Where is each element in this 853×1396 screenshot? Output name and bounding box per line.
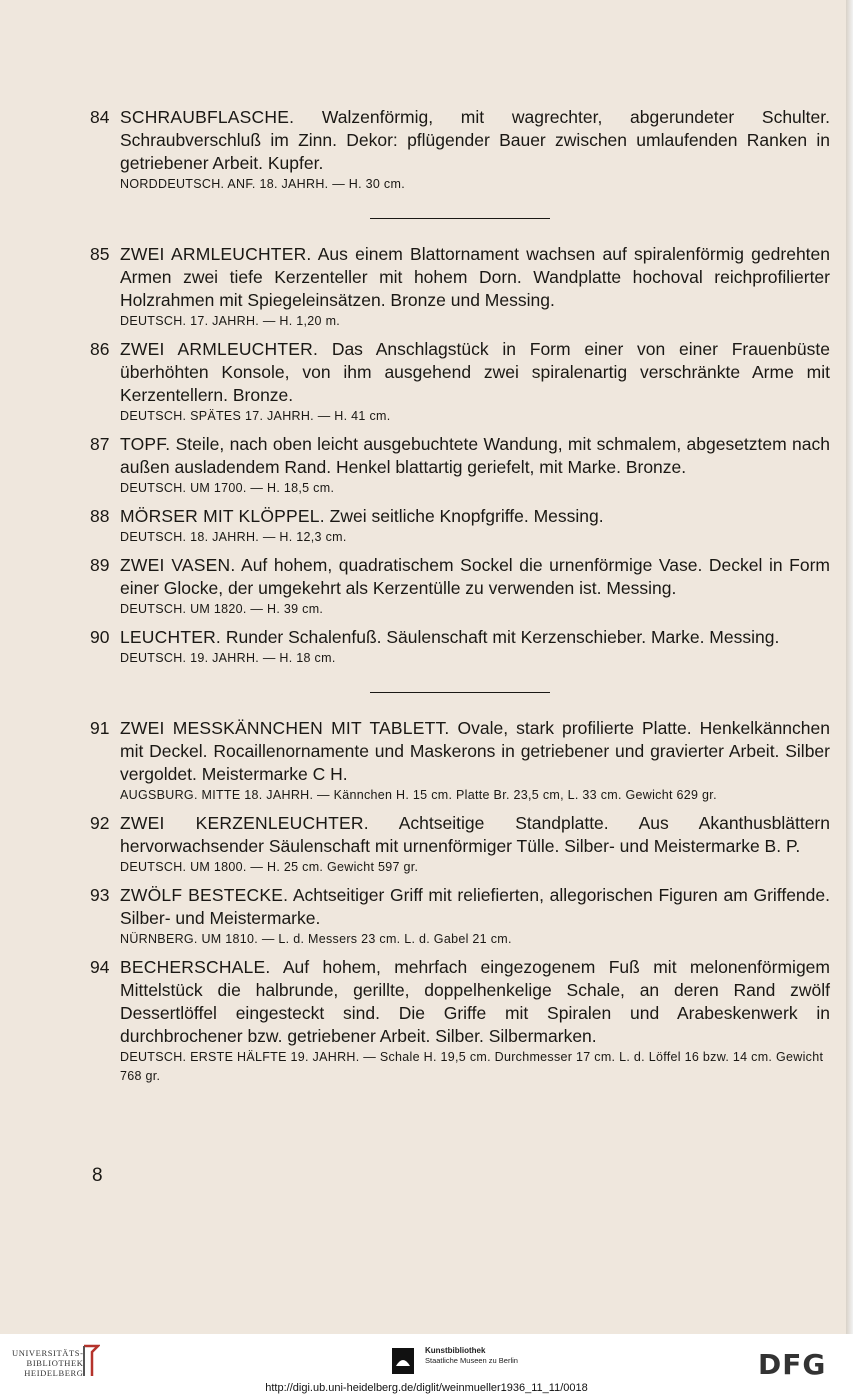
entry-provenance: DEUTSCH. 19. JAHRH. — H. 18 cm. [120, 651, 336, 665]
entry-number: 93 [90, 885, 110, 905]
section-separator [370, 218, 550, 219]
entry-text: Walzenförmig, mit wagrechter, abgerundeter Schulter. Schraubverschluß im Zinn. Dekor: pflügender Bauer zwischen umlaufenden Ranken in getriebener Arbeit. Kupfer. [120, 107, 830, 173]
kunstbibliothek-logo-icon [392, 1348, 414, 1374]
entry-title: ZWEI MESSKÄNNCHEN MIT TABLETT. [120, 718, 450, 738]
catalog-entry [90, 812, 830, 877]
entry-number: 92 [90, 813, 110, 833]
entry-group [90, 717, 830, 1086]
entry-title: ZWEI KERZENLEUCHTER. [120, 813, 369, 833]
entry-provenance: DEUTSCH. 18. JAHRH. — H. 12,3 cm. [120, 530, 347, 544]
catalog-entry [90, 243, 830, 331]
entry-description [120, 338, 830, 407]
catalog-entry [90, 717, 830, 805]
kunstbibliothek-label: Kunstbibliothek Staatliche Museen zu Berlin [425, 1346, 518, 1365]
entry-title: TOPF. [120, 434, 171, 454]
page-edge [846, 0, 853, 1334]
entries-container [90, 106, 830, 1086]
entry-title: ZWEI ARMLEUCHTER. [120, 339, 319, 359]
catalog-entry [90, 554, 830, 619]
entry-number: 94 [90, 957, 110, 977]
entry-description [120, 554, 830, 600]
entry-description [120, 717, 830, 786]
entry-number: 89 [90, 555, 110, 575]
catalog-entry [90, 626, 830, 668]
entry-provenance: DEUTSCH. UM 1800. — H. 25 cm. Gewicht 597 gr. [120, 860, 419, 874]
section-separator [370, 692, 550, 693]
entry-provenance: NÜRNBERG. UM 1810. — L. d. Messers 23 cm. L. d. Gabel 21 cm. [120, 932, 512, 946]
entry-text: Aus einem Blattornament wachsen auf spiralenförmig gedrehten Armen zwei tiefe Kerzenteller mit hohem Dorn. Wandplatte hochoval reichprofilierter Holzrahmen mit Spiegeleinsätzen. Bronze und Messing. [120, 244, 830, 310]
entry-number: 88 [90, 506, 110, 526]
entry-group [90, 243, 830, 668]
entry-text: Zwei seitliche Knopfgriffe. Messing. [329, 506, 604, 526]
entry-description [120, 956, 830, 1048]
entry-title: MÖRSER MIT KLÖPPEL. [120, 506, 325, 526]
entry-description [120, 433, 830, 479]
university-library-label: UNIVERSITÄTS- BIBLIOTHEK HEIDELBERG [12, 1348, 84, 1378]
entry-number: 85 [90, 244, 110, 264]
entry-number: 86 [90, 339, 110, 359]
university-logo-icon [80, 1344, 100, 1378]
entry-title: LEUCHTER. [120, 627, 221, 647]
entry-text: Auf hohem, mehrfach eingezogenem Fuß mit melonenförmigem Mittelstück die halbrunde, gerillte, doppelhenkelige Schale, an deren Rand zwölf Dessertlöffel eingesteckt sind. Die Griffe mit Spiralen und Arabeskenwerk in durchbrochener bzw. getriebener Arbeit. Silber. Silbermarken. [120, 957, 830, 1046]
entry-text: Achtseitiger Griff mit reliefierten, allegorischen Figuren am Griffende. Silber- und Meistermarke. [120, 885, 830, 928]
entry-provenance: DEUTSCH. UM 1820. — H. 39 cm. [120, 602, 324, 616]
entry-title: ZWEI VASEN. [120, 555, 236, 575]
entry-number: 87 [90, 434, 110, 454]
entry-provenance: AUGSBURG. MITTE 18. JAHRH. — Kännchen H. 15 cm. Platte Br. 23,5 cm, L. 33 cm. Gewicht 629 gr. [120, 788, 717, 802]
catalog-entry [90, 505, 830, 547]
entry-provenance: NORDDEUTSCH. ANF. 18. JAHRH. — H. 30 cm. [120, 177, 405, 191]
entry-description [120, 884, 830, 930]
entry-text: Das Anschlagstück in Form einer von einer Frauenbüste überhöhten Konsole, von ihm ausgehend zwei spiralenartig verschränkte Arme mit Kerzentellern. Bronze. [120, 339, 830, 405]
entry-title: ZWEI ARMLEUCHTER. [120, 244, 312, 264]
entry-title: SCHRAUBFLASCHE. [120, 107, 295, 127]
entry-number: 90 [90, 627, 110, 647]
entry-description [120, 243, 830, 312]
digitization-footer [0, 1334, 853, 1396]
dfg-logo: DFG [758, 1348, 827, 1381]
entry-text: Auf hohem, quadratischem Sockel die urnenförmige Vase. Deckel in Form einer Glocke, der umgekehrt als Kerzentülle zu verwenden ist. Messing. [120, 555, 830, 598]
catalog-entry [90, 433, 830, 498]
entry-title: BECHERSCHALE. [120, 957, 271, 977]
entry-description [120, 106, 830, 175]
catalog-entry [90, 956, 830, 1086]
entry-text: Achtseitige Standplatte. Aus Akanthusblättern hervorwachsender Säulenschaft mit urnenförmiger Tülle. Silber- und Meistermarke B. P. [120, 813, 830, 856]
entry-description [120, 505, 830, 528]
entry-description [120, 626, 830, 649]
entry-text: Ovale, stark profilierte Platte. Henkelkännchen mit Deckel. Rocaillenornamente und Maskerons in getriebener und gravierter Arbeit. Silber vergoldet. Meistermarke C H. [120, 718, 830, 784]
permalink[interactable]: http://digi.ub.uni-heidelberg.de/diglit/weinmueller1936_11_11/0018 [265, 1382, 588, 1394]
catalog-entry [90, 884, 830, 949]
entry-group [90, 106, 830, 194]
catalog-entry [90, 106, 830, 194]
entry-provenance: DEUTSCH. UM 1700. — H. 18,5 cm. [120, 481, 335, 495]
entry-provenance: DEUTSCH. SPÄTES 17. JAHRH. — H. 41 cm. [120, 409, 391, 423]
entry-number: 91 [90, 718, 110, 738]
entry-title: ZWÖLF BESTECKE. [120, 885, 289, 905]
entry-number: 84 [90, 107, 110, 127]
page-number: 8 [92, 1165, 103, 1186]
entry-text: Steile, nach oben leicht ausgebuchtete Wandung, mit schmalem, abgesetztem nach außen ausladendem Rand. Henkel blattartig geriefelt, mit Marke. Bronze. [120, 434, 830, 477]
catalog-entry [90, 338, 830, 426]
entry-text: Runder Schalenfuß. Säulenschaft mit Kerzenschieber. Marke. Messing. [225, 627, 780, 647]
entry-provenance: DEUTSCH. ERSTE HÄLFTE 19. JAHRH. — Schale H. 19,5 cm. Durchmesser 17 cm. L. d. Löffel 16 bzw. 14 cm. Gewicht 768 gr. [120, 1050, 824, 1083]
entry-provenance: DEUTSCH. 17. JAHRH. — H. 1,20 m. [120, 314, 341, 328]
entry-description [120, 812, 830, 858]
